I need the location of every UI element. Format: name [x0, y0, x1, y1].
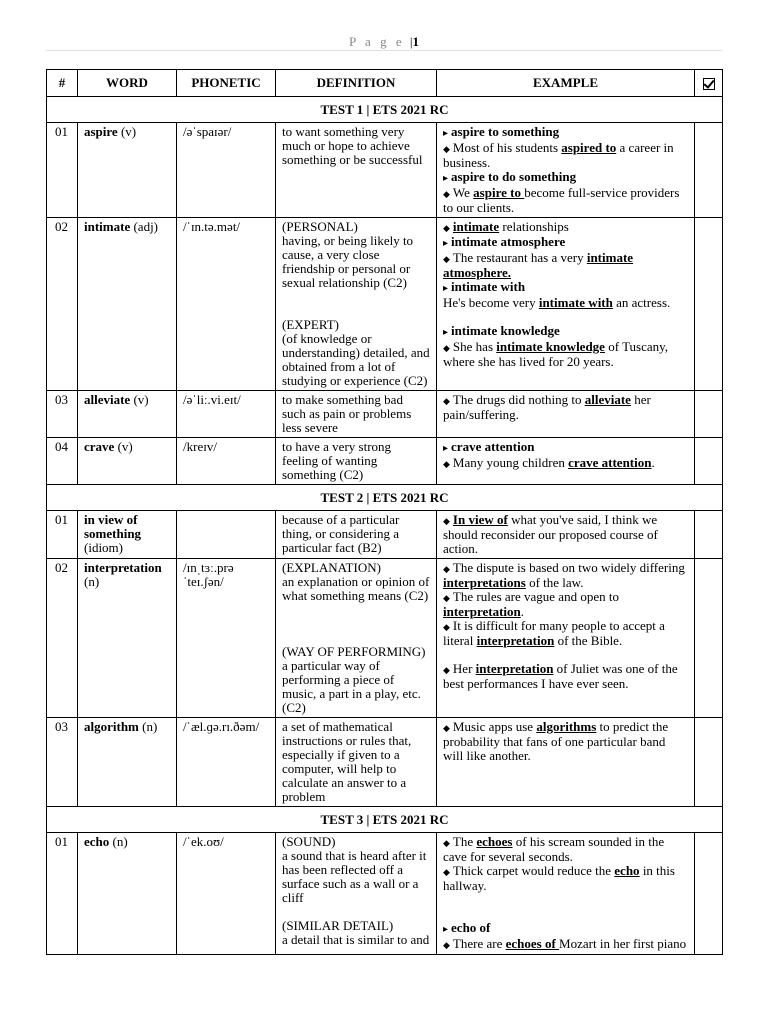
example-keyword: aspired to	[561, 140, 617, 155]
definition-cell	[276, 718, 437, 807]
section-title: TEST 3 | ETS 2021 RC	[47, 807, 723, 833]
example-keyword: interpretation	[475, 661, 554, 676]
example-gap	[443, 893, 688, 907]
example-cell	[437, 718, 695, 807]
example-line	[443, 170, 688, 186]
triangle-bullet-icon: ▸	[443, 283, 449, 294]
example-text: .	[520, 604, 524, 619]
table-row	[47, 391, 723, 438]
example-text: an actress.	[612, 295, 671, 310]
example-gap	[443, 310, 688, 324]
definition-cell	[276, 559, 437, 718]
example-text: her pain/suffering.	[443, 392, 651, 422]
part-of-speech: (v)	[117, 124, 137, 139]
example-keyword: echoes	[476, 834, 513, 849]
definition-line: (of knowledge or understanding) detailed, and obtained from a lot of studying or experience (C2)	[282, 331, 430, 388]
definition-line: (EXPLANATION)	[282, 560, 381, 575]
diamond-bullet-icon: ◆	[443, 516, 450, 526]
table-row	[47, 833, 723, 955]
definition-line: to make something bad such as pain or problems less severe	[282, 392, 412, 435]
phonetic: /kreɪv/	[177, 438, 276, 485]
collocation: intimate atmosphere	[451, 234, 566, 249]
definition-line: a particular way of performing a piece of music, a part in a play, etc. (C2)	[282, 658, 421, 715]
word-cell	[78, 391, 177, 438]
example-line	[443, 513, 688, 556]
table-row	[47, 718, 723, 807]
example-line	[443, 220, 688, 235]
example-line	[443, 251, 688, 280]
example-cell	[437, 391, 695, 438]
section-header-row	[47, 485, 723, 511]
section-title: TEST 2 | ETS 2021 RC	[47, 485, 723, 511]
example-text: a career in business.	[443, 140, 674, 170]
diamond-bullet-icon: ◆	[443, 343, 450, 353]
example-line	[443, 864, 688, 893]
diamond-bullet-icon: ◆	[443, 396, 450, 406]
example-cell	[437, 833, 695, 955]
example-text: We	[452, 185, 474, 200]
example-keyword: intimate	[452, 219, 500, 234]
example-line	[443, 280, 688, 296]
example-line	[443, 296, 688, 310]
table-row	[47, 511, 723, 559]
diamond-bullet-icon: ◆	[443, 867, 450, 877]
section-header-row	[47, 97, 723, 123]
example-text: .	[651, 455, 655, 470]
definition-line: a sound that is heard after it has been reflected off a surface such as a wall or a cliff	[282, 848, 427, 905]
row-number: 02	[47, 218, 78, 391]
collocation: intimate knowledge	[451, 323, 560, 338]
word: interpretation	[84, 560, 162, 575]
example-text: of his scream sounded in the cave for several seconds.	[443, 834, 665, 864]
check-cell[interactable]	[695, 438, 723, 485]
definition-line: a set of mathematical instructions or rules that, especially if given to a computer, will help to calculate an answer to a problem	[282, 719, 412, 804]
example-text: Mozart in her first piano	[559, 936, 687, 951]
word-cell	[78, 559, 177, 718]
example-keyword: interpretation	[476, 633, 555, 648]
section-title: TEST 1 | ETS 2021 RC	[47, 97, 723, 123]
definition-cell	[276, 511, 437, 559]
example-keyword: intimate with	[538, 295, 613, 310]
phonetic: /əˈspaɪər/	[177, 123, 276, 218]
diamond-bullet-icon: ◆	[443, 144, 450, 154]
example-text: There are	[452, 936, 506, 951]
example-line	[443, 662, 688, 691]
table-row	[47, 123, 723, 218]
example-text: what you've said, I think we should reconsider our proposed course of action.	[443, 512, 658, 556]
phonetic: /ˈek.oʊ/	[177, 833, 276, 955]
phonetic: /ˈæl.ɡə.rɪ.ðəm/	[177, 718, 276, 807]
example-keyword: In view of	[452, 512, 508, 527]
collocation: aspire to something	[451, 124, 560, 139]
collocation: aspire to do something	[451, 169, 577, 184]
example-gap	[443, 907, 688, 921]
table-row	[47, 438, 723, 485]
phonetic	[177, 511, 276, 559]
definition-line: to have a very strong feeling of wanting something (C2)	[282, 439, 392, 482]
word: in view of something	[84, 512, 142, 541]
definition-line: (WAY OF PERFORMING)	[282, 644, 426, 659]
row-number: 01	[47, 833, 78, 955]
example-text: He's become very	[443, 295, 539, 310]
triangle-bullet-icon: ▸	[443, 443, 449, 454]
example-keyword: aspire to	[473, 185, 525, 200]
example-text: relationships	[499, 219, 569, 234]
row-number: 02	[47, 559, 78, 718]
column-header-phonetic: PHONETIC	[177, 70, 276, 97]
example-line	[443, 456, 688, 471]
diamond-bullet-icon: ◆	[443, 223, 450, 233]
definition-gap	[282, 617, 430, 631]
example-keyword: intimate atmosphere.	[443, 250, 634, 280]
definition-gap	[282, 905, 430, 919]
part-of-speech: (idiom)	[84, 540, 123, 555]
triangle-bullet-icon: ▸	[443, 128, 449, 139]
definition-gap	[282, 304, 430, 318]
example-text: It is difficult for many people to accept a literal	[443, 618, 665, 648]
page-header	[0, 34, 768, 50]
example-cell	[437, 438, 695, 485]
example-text: Many young children	[452, 455, 569, 470]
example-line	[443, 921, 688, 937]
part-of-speech: (n)	[138, 719, 158, 734]
check-cell[interactable]	[695, 123, 723, 218]
example-text: She has	[452, 339, 497, 354]
example-keyword: interpretation	[443, 604, 521, 619]
check-cell[interactable]	[695, 391, 723, 438]
triangle-bullet-icon: ▸	[443, 327, 449, 338]
word: aspire	[84, 124, 118, 139]
example-keyword: intimate knowledge	[496, 339, 605, 354]
check-cell[interactable]	[695, 218, 723, 391]
row-number: 04	[47, 438, 78, 485]
word-cell	[78, 218, 177, 391]
diamond-bullet-icon: ◆	[443, 838, 450, 848]
definition-line: an explanation or opinion of what something means (C2)	[282, 574, 430, 603]
example-keyword: echo	[614, 863, 640, 878]
example-cell	[437, 218, 695, 391]
definition-line: (SOUND)	[282, 834, 336, 849]
collocation: crave attention	[451, 439, 535, 454]
phonetic: /əˈliː.vi.eɪt/	[177, 391, 276, 438]
definition-line: (SIMILAR DETAIL)	[282, 918, 394, 933]
check-cell[interactable]	[695, 511, 723, 559]
column-header-word: WORD	[78, 70, 177, 97]
word-cell	[78, 833, 177, 955]
phonetic: /ɪnˌtɜː.prəˈteɪ.ʃən/	[177, 559, 276, 718]
table-row	[47, 559, 723, 718]
definition-line: having, or being likely to cause, a very close friendship or personal or sexual relationship (C2)	[282, 233, 414, 290]
word-cell	[78, 718, 177, 807]
table-body	[47, 97, 723, 955]
column-header-check	[695, 70, 723, 97]
diamond-bullet-icon: ◆	[443, 665, 450, 675]
example-text: The rules are vague and open to	[452, 589, 619, 604]
example-text: Most of his students	[452, 140, 562, 155]
checkbox-icon	[703, 78, 715, 90]
example-keyword: algorithms	[536, 719, 597, 734]
example-text: The drugs did nothing to	[452, 392, 585, 407]
table-header-row	[47, 70, 723, 97]
section-header-row	[47, 807, 723, 833]
example-line	[443, 835, 688, 864]
definition-line: (EXPERT)	[282, 317, 339, 332]
triangle-bullet-icon: ▸	[443, 173, 449, 184]
row-number: 03	[47, 718, 78, 807]
header-rule	[46, 50, 722, 51]
definition-line: because of a particular thing, or considering a particular fact (B2)	[282, 512, 400, 555]
part-of-speech: (n)	[109, 834, 128, 849]
example-text: Music apps use	[452, 719, 537, 734]
word: echo	[84, 834, 110, 849]
definition-line: (PERSONAL)	[282, 219, 358, 234]
example-line	[443, 340, 688, 369]
diamond-bullet-icon: ◆	[443, 593, 450, 603]
table-row	[47, 218, 723, 391]
example-line	[443, 590, 688, 619]
check-cell[interactable]	[695, 559, 723, 718]
example-keyword: interpretations	[443, 575, 526, 590]
word: algorithm	[84, 719, 139, 734]
definition-gap	[282, 631, 430, 645]
example-line	[443, 440, 688, 456]
word-cell	[78, 123, 177, 218]
word-cell	[78, 511, 177, 559]
definition-cell	[276, 833, 437, 955]
diamond-bullet-icon: ◆	[443, 254, 450, 264]
example-text: of the Bible.	[554, 633, 623, 648]
example-line	[443, 141, 688, 170]
row-number: 03	[47, 391, 78, 438]
example-line	[443, 125, 688, 141]
example-line	[443, 186, 688, 215]
definition-gap	[282, 290, 430, 304]
definition-cell	[276, 218, 437, 391]
column-header-definition: DEFINITION	[276, 70, 437, 97]
check-cell[interactable]	[695, 833, 723, 955]
example-line	[443, 937, 688, 952]
example-text: The restaurant has a very	[452, 250, 587, 265]
diamond-bullet-icon: ◆	[443, 723, 450, 733]
part-of-speech: (v)	[114, 439, 133, 454]
word: intimate	[84, 219, 131, 234]
example-text: of Juliet was one of the best performances I have ever seen.	[443, 661, 678, 691]
example-text: The dispute is based on two widely differing	[452, 560, 685, 575]
example-text: of Tuscany, where she has lived for 20 years.	[443, 339, 669, 369]
diamond-bullet-icon: ◆	[443, 459, 450, 469]
definition-line: a detail that is similar to and	[282, 932, 430, 947]
diamond-bullet-icon: ◆	[443, 189, 450, 199]
example-keyword: crave attention	[568, 455, 652, 470]
diamond-bullet-icon: ◆	[443, 564, 450, 574]
diamond-bullet-icon: ◆	[443, 622, 450, 632]
row-number: 01	[47, 123, 78, 218]
part-of-speech: (v)	[130, 392, 149, 407]
word-cell	[78, 438, 177, 485]
definition-cell	[276, 391, 437, 438]
triangle-bullet-icon: ▸	[443, 238, 449, 249]
page-separator: |	[409, 34, 413, 49]
example-line	[443, 720, 688, 763]
example-text: Thick carpet would reduce the	[452, 863, 615, 878]
example-text: of the law.	[525, 575, 584, 590]
example-text: to predict the probability that fans of one particular band will like another.	[443, 719, 669, 763]
collocation: echo of	[451, 920, 491, 935]
example-text: The	[452, 834, 477, 849]
word: alleviate	[84, 392, 131, 407]
vocabulary-table	[46, 69, 723, 955]
column-header-example: EXAMPLE	[437, 70, 695, 97]
example-line	[443, 324, 688, 340]
definition-line: to want something very much or hope to achieve something or be successful	[282, 124, 423, 167]
example-cell	[437, 123, 695, 218]
example-cell	[437, 511, 695, 559]
example-text: Her	[452, 661, 476, 676]
definition-gap	[282, 603, 430, 617]
word: crave	[84, 439, 115, 454]
collocation: intimate with	[451, 279, 526, 294]
example-line	[443, 393, 688, 422]
check-cell[interactable]	[695, 718, 723, 807]
example-keyword: alleviate	[584, 392, 631, 407]
part-of-speech: (adj)	[130, 219, 159, 234]
column-header-num: #	[47, 70, 78, 97]
page-number: 1	[412, 34, 419, 49]
page-label: P a g e	[349, 34, 405, 49]
example-line	[443, 619, 688, 648]
definition-cell	[276, 123, 437, 218]
example-gap	[443, 648, 688, 662]
definition-cell	[276, 438, 437, 485]
example-keyword: echoes of	[505, 936, 560, 951]
example-text: in this hallway.	[443, 863, 675, 893]
example-line	[443, 235, 688, 251]
triangle-bullet-icon: ▸	[443, 924, 449, 935]
example-line	[443, 561, 688, 590]
example-cell	[437, 559, 695, 718]
diamond-bullet-icon: ◆	[443, 940, 450, 950]
phonetic: /ˈɪn.tə.mət/	[177, 218, 276, 391]
row-number: 01	[47, 511, 78, 559]
part-of-speech: (n)	[84, 574, 100, 589]
example-text: become full-service providers to our clients.	[443, 185, 680, 215]
